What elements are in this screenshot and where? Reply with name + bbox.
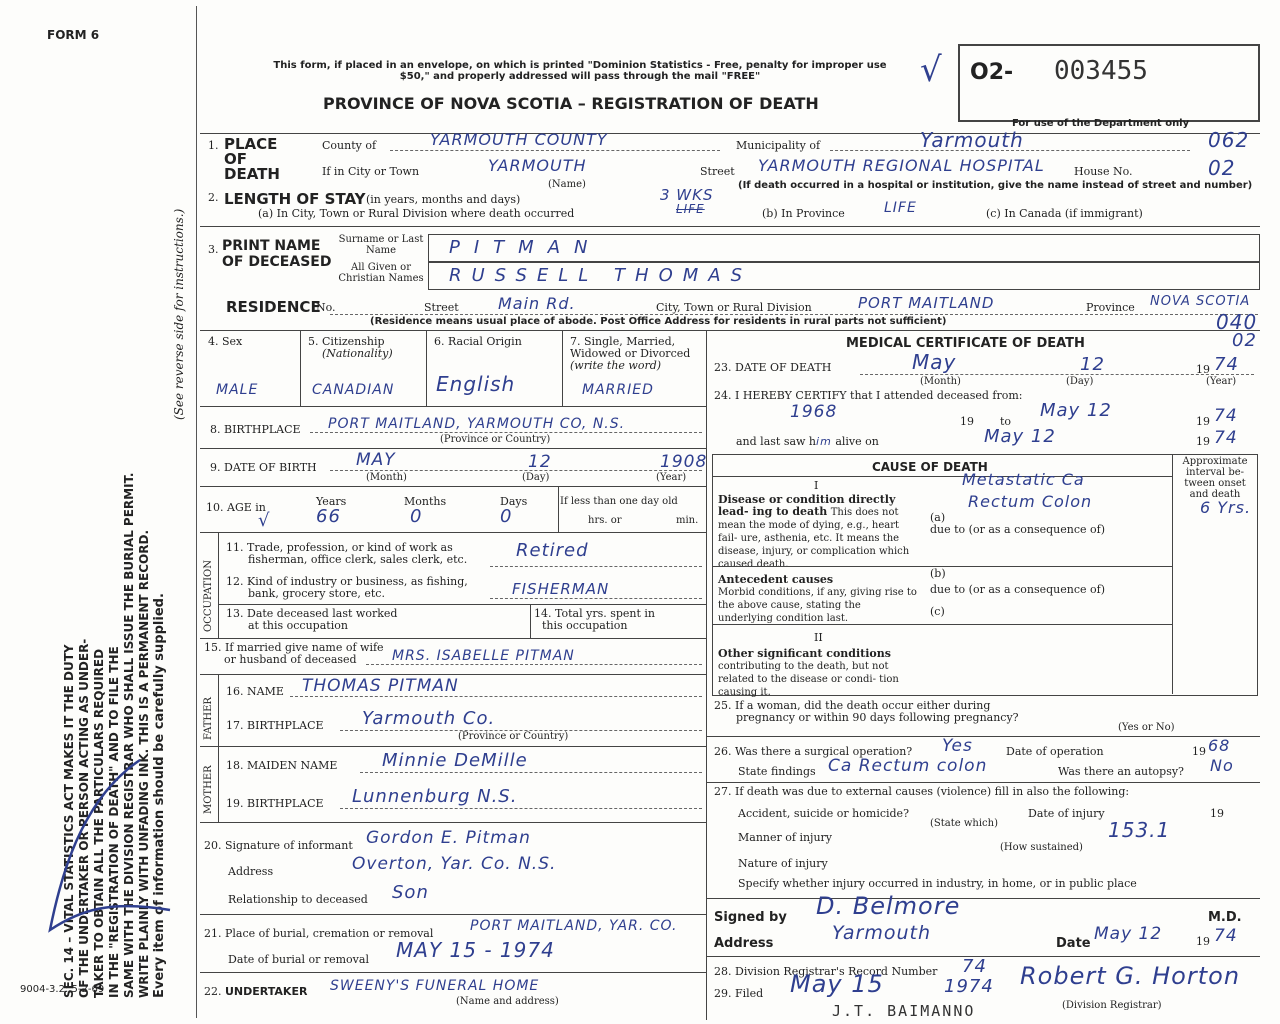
cause-a-label: (a)	[930, 511, 946, 524]
last-saw-label: and last saw him alive on	[736, 435, 879, 448]
given-names-value: RUSSELL THOMAS	[449, 265, 753, 286]
item-12-label: 12. Kind of industry or business, as fishing, bank, grocery store, etc.	[226, 575, 468, 600]
registration-prefix: O2-	[970, 60, 1014, 85]
item-26-label: 26. Was there a surgical operation?	[714, 745, 913, 758]
form-left-border	[196, 6, 197, 1018]
age-hrs-label: hrs. or	[588, 515, 622, 526]
page-title: PROVINCE OF NOVA SCOTIA – REGISTRATION OF DEATH	[323, 94, 819, 113]
street-value: YARMOUTH REGIONAL HOSPITAL	[758, 156, 1045, 175]
physician-address-value: Yarmouth	[832, 922, 931, 944]
attended-to-value: May 12	[1040, 400, 1112, 421]
undertaker-caption: (Name and address)	[456, 996, 559, 1007]
item-23-label: 23. DATE OF DEATH	[714, 361, 832, 374]
burial-date-value: MAY 15 - 1974	[396, 938, 555, 962]
item-7-label: 7. Single, Married, Widowed or Divorced (write the word)	[570, 335, 691, 372]
attended-to-prefix: 19	[1196, 415, 1210, 428]
length-of-stay-label: LENGTH OF STAY	[224, 190, 366, 208]
death-year-caption: (Year)	[1206, 376, 1237, 387]
signed-date-year: 74	[1214, 926, 1238, 946]
item-25-label: 25. If a woman, did the death occur either during pregnancy or within 90 days following pregnancy?	[714, 699, 1019, 724]
item-27-label: 27. If death was due to external causes (violence) fill in also the following:	[714, 785, 1130, 798]
death-year-prefix: 19	[1196, 363, 1210, 376]
cause-a-value-1: Metastatic Ca	[962, 470, 1085, 489]
registrar-caption: (Division Registrar)	[1062, 1000, 1162, 1011]
municipality-code: 062	[1208, 128, 1250, 152]
age-years-label: Years	[316, 495, 347, 508]
age-months-value: 0	[410, 506, 423, 527]
stay-province-label: (b) In Province	[762, 207, 845, 220]
cause-b-label: (b)	[930, 567, 946, 580]
accident-label: Accident, suicide or homicide?	[738, 807, 909, 820]
cause-c-label: (c)	[930, 605, 945, 618]
age-months-label: Months	[404, 495, 447, 508]
item-25-caption: (Yes or No)	[1118, 722, 1175, 733]
operation-date-label: Date of operation	[1006, 745, 1104, 758]
operation-date-prefix: 19	[1192, 745, 1206, 758]
death-day-caption: (Day)	[1066, 376, 1094, 387]
industry-value: FISHERMAN	[512, 580, 610, 598]
item-16-label: 16. NAME	[226, 685, 284, 698]
mother-maiden-value: Minnie DeMille	[382, 750, 528, 771]
due-to-label-2: due to (or as a consequence of)	[930, 583, 1105, 596]
surgery-value: Yes	[942, 736, 973, 756]
municipality-value: Yarmouth	[920, 128, 1024, 152]
form-number: FORM 6	[47, 28, 100, 42]
item-4-number: 4. Sex	[208, 335, 243, 348]
street-code: 02	[1208, 156, 1236, 180]
side-line-6: WRITE PLAINLY WITH UNFADING INK. THIS IS A PERMANENT RECORD.	[137, 530, 151, 998]
age-days-label: Days	[500, 495, 528, 508]
registrar-stamp: J.T. BAIMANNO	[832, 1002, 976, 1020]
birth-day-caption: (Day)	[522, 472, 550, 483]
county-label: County of	[322, 139, 377, 152]
birth-month-value: MAY	[356, 450, 396, 470]
autopsy-label: Was there an autopsy?	[1058, 765, 1184, 778]
injury-date-label: Date of injury	[1028, 807, 1105, 820]
residence-label: RESIDENCE	[226, 298, 321, 316]
how-sustained-caption: (How sustained)	[1000, 842, 1083, 853]
last-saw-prefix: 19	[1196, 435, 1210, 448]
item-1-number: 1.	[208, 139, 219, 152]
findings-value: Ca Rectum colon	[828, 756, 988, 776]
item-18-label: 18. MAIDEN NAME	[226, 759, 338, 772]
physician-address-label: Address	[714, 936, 774, 951]
direct-cause-description: Disease or condition directly lead- ing to death This does not mean the mode of dying, e.g., heart fail- ure, asthenia, etc. It means the disease, injury, or complication which caused death.	[718, 493, 910, 570]
death-month-value: May	[912, 350, 957, 374]
item-28-label: 28. Division Registrar's Record Number	[714, 965, 938, 978]
signed-date-value: May 12	[1094, 924, 1163, 944]
mother-birthplace-value: Lunnenburg N.S.	[352, 786, 518, 807]
part-two-label: II	[814, 631, 823, 644]
given-names-label: All Given or Christian Names	[338, 262, 424, 284]
stay-city-struck: LIFE	[676, 202, 705, 216]
last-saw-year: 74	[1214, 428, 1238, 448]
md-label: M.D.	[1208, 910, 1242, 925]
item-29-label: 29. Filed	[714, 987, 764, 1000]
attended-from-value: 1968	[790, 402, 838, 422]
reverse-side-note: (See reverse side for instructions.)	[172, 208, 186, 420]
handwritten-mark-icon	[20, 740, 190, 960]
medical-certificate-heading: MEDICAL CERTIFICATE OF DEATH	[846, 336, 1085, 351]
department-use-label: For use of the Department only	[1012, 118, 1190, 129]
city-name-caption: (Name)	[548, 179, 586, 190]
age-days-value: 0	[500, 506, 513, 527]
birthplace-caption: (Province or Country)	[440, 434, 551, 445]
residence-province-label: Province	[1086, 301, 1135, 314]
signed-date-prefix: 19	[1196, 935, 1210, 948]
print-code: 9004-3.2: 5-2-69	[20, 984, 105, 995]
print-name-label: PRINT NAME OF DECEASED	[222, 238, 332, 270]
county-value: YARMOUTH COUNTY	[430, 130, 608, 149]
attended-from-prefix: 19	[960, 415, 974, 428]
birth-day-value: 12	[528, 452, 552, 472]
burial-place-value: PORT MAITLAND, YAR. CO.	[470, 918, 678, 934]
racial-origin-value: English	[436, 372, 516, 396]
birth-month-caption: (Month)	[366, 472, 407, 483]
findings-label: State findings	[738, 765, 816, 778]
residence-no-label: No.	[316, 301, 336, 314]
cause-a-interval: 6 Yrs.	[1200, 498, 1252, 517]
informant-address-value: Overton, Yar. Co. N.S.	[352, 854, 557, 874]
filed-date-value: May 15	[790, 970, 884, 998]
attended-to-label: to	[1000, 415, 1012, 428]
mail-notice: This form, if placed in an envelope, on which is printed "Dominion Statistics - Free, penalty for improper use $50," and properly addressed will pass through the mail "FREE"	[273, 60, 887, 82]
item-8-label: 8. BIRTHPLACE	[210, 423, 301, 436]
other-conditions-description: Other significant conditions contributing to the death, but not related to the disease or condi- tion causing it.	[718, 647, 899, 698]
side-line-5: SAME WITH THE DIVISION REGISTRAR WHO SHALL ISSUE THE BURIAL PERMIT.	[122, 472, 136, 998]
occupation-side-label: OCCUPATION	[203, 560, 214, 632]
place-of-death-label: PLACE OF DEATH	[224, 135, 280, 183]
attended-to-year: 74	[1214, 406, 1238, 426]
city-value: YARMOUTH	[488, 156, 587, 175]
item-2-number: 2.	[208, 191, 219, 204]
street-label: Street	[700, 165, 735, 178]
death-month-caption: (Month)	[920, 376, 961, 387]
spouse-value: MRS. ISABELLE PITMAN	[392, 648, 575, 664]
record-number-value: 74	[962, 956, 987, 977]
residence-street-value: Main Rd.	[498, 294, 576, 313]
specify-label: Specify whether injury occurred in industry, in home, or in public place	[738, 877, 1137, 890]
age-check: √	[258, 510, 271, 531]
side-line-7: Every item of information should be carefully supplied.	[152, 593, 167, 998]
item-22-label: 22. UNDERTAKER	[204, 985, 308, 998]
stay-canada-label: (c) In Canada (if immigrant)	[986, 207, 1143, 220]
occupation-value: Retired	[516, 540, 589, 561]
item-24-label: 24. I HEREBY CERTIFY that I attended deceased from:	[714, 389, 1023, 402]
residence-street-label: Street	[424, 301, 459, 314]
part-one-label: I	[814, 479, 819, 492]
residence-province-value: NOVA SCOTIA	[1150, 294, 1251, 309]
burial-date-label: Date of burial or removal	[228, 953, 369, 966]
due-to-label-1: due to (or as a consequence of)	[930, 523, 1105, 536]
birth-year-value: 1908	[660, 452, 708, 472]
item-15-label: 15. If married give name of wife or husband of deceased	[204, 641, 384, 666]
death-year-value: 74	[1214, 354, 1239, 375]
state-which-caption: (State which)	[930, 818, 998, 829]
city-label: If in City or Town	[322, 165, 420, 178]
registration-number: 003455	[1054, 56, 1148, 86]
item-20-label: 20. Signature of informant	[204, 839, 353, 852]
stay-city-label: (a) In City, Town or Rural Division where death occurred	[258, 207, 575, 220]
municipality-label: Municipality of	[736, 139, 821, 152]
age-less-label: If less than one day old	[560, 496, 678, 507]
side-line-1: SEC. 14 – VITAL STATISTICS ACT MAKES IT THE DUTY	[62, 644, 76, 998]
birth-year-caption: (Year)	[656, 472, 687, 483]
father-side-label: FATHER	[203, 697, 214, 740]
length-of-stay-sub: (in years, months and days)	[366, 193, 521, 206]
age-min-label: min.	[676, 515, 699, 526]
marital-status-value: MARRIED	[582, 382, 654, 398]
informant-signature: Gordon E. Pitman	[366, 828, 531, 848]
manner-value: 153.1	[1108, 818, 1171, 842]
operation-date-value: 68	[1208, 736, 1231, 755]
birthplace-value: PORT MAITLAND, YARMOUTH CO, N.S.	[328, 416, 626, 432]
antecedent-description: Antecedent causes Morbid conditions, if any, giving rise to the above cause, stating the underlying condition last.	[718, 573, 917, 624]
father-name-value: THOMAS PITMAN	[302, 676, 459, 696]
signed-date-label: Date	[1056, 936, 1091, 951]
stay-city-value: 3 WKS	[660, 186, 714, 204]
residence-city-value: PORT MAITLAND	[858, 294, 995, 312]
item-9-label: 9. DATE OF BIRTH	[210, 461, 317, 474]
item-6-label: 6. Racial Origin	[434, 335, 522, 348]
item-19-label: 19. BIRTHPLACE	[226, 797, 324, 810]
cause-of-death-heading: CAUSE OF DEATH	[872, 460, 988, 474]
check-mark: √	[920, 50, 943, 90]
father-birthplace-caption: (Province or Country)	[458, 731, 569, 742]
informant-address-label: Address	[228, 865, 274, 878]
house-number-label: House No.	[1074, 165, 1133, 178]
item-21-label: 21. Place of burial, cremation or removal	[204, 927, 434, 940]
citizenship-value: CANADIAN	[312, 382, 395, 398]
side-line-4: IN THE "REGISTRATION OF DEATH" AND TO FILE THE	[107, 646, 121, 998]
surname-value: PITMAN	[449, 237, 602, 258]
surname-label: Surname or Last Name	[338, 234, 424, 256]
relationship-label: Relationship to deceased	[228, 893, 368, 906]
stay-province-value: LIFE	[884, 200, 917, 216]
given-names-field	[428, 262, 1260, 290]
filed-year-value: 1974	[944, 976, 994, 997]
item-17-label: 17. BIRTHPLACE	[226, 719, 324, 732]
hospital-note: (If death occurred in a hospital or institution, give the name instead of street and number)	[738, 180, 1253, 191]
mother-side-label: MOTHER	[203, 765, 214, 814]
item-11-label: 11. Trade, profession, or kind of work as fisherman, office clerk, sales clerk, etc.	[226, 541, 468, 566]
physician-signature: D. Belmore	[816, 892, 961, 920]
sex-value: MALE	[216, 382, 259, 398]
last-saw-value: May 12	[984, 426, 1056, 447]
item-14-label: 14. Total yrs. spent in this occupation	[534, 607, 656, 632]
item-13-label: 13. Date deceased last worked at this occupation	[226, 607, 398, 632]
injury-date-prefix: 19	[1210, 807, 1224, 820]
manner-label: Manner of injury	[738, 831, 833, 844]
item-3-number: 3.	[208, 243, 219, 256]
residence-note: (Residence means usual place of abode. Post Office Address for residents in rural parts not sufficient)	[370, 316, 947, 327]
cause-a-value-2: Rectum Colon	[968, 492, 1093, 511]
residence-city-label: City, Town or Rural Division	[656, 301, 812, 314]
death-day-value: 12	[1080, 354, 1105, 375]
side-line-2: OF THE UNDERTAKER OR PERSON ACTING AS UNDER-	[77, 638, 91, 998]
sex-label: Sex	[222, 335, 243, 348]
autopsy-value: No	[1210, 756, 1234, 775]
father-birthplace-value: Yarmouth Co.	[362, 708, 496, 729]
side-line-3: TAKER TO OBTAIN ALL THE PARTICULARS REQUIRED	[92, 648, 106, 998]
signed-by-label: Signed by	[714, 910, 787, 925]
nature-label: Nature of injury	[738, 857, 828, 870]
registrar-signature: Robert G. Horton	[1020, 962, 1241, 990]
interval-header: Approximate interval be- tween onset and death	[1182, 456, 1248, 500]
registration-number-box	[958, 44, 1260, 122]
residence-code: 040	[1216, 310, 1258, 334]
undertaker-value: SWEENY'S FUNERAL HOME	[330, 978, 540, 994]
item-10-label: 10. AGE in	[206, 501, 266, 514]
item-5-label: 5. Citizenship (Nationality)	[308, 335, 393, 360]
age-years-value: 66	[316, 506, 341, 527]
residence-code-2: 02	[1232, 330, 1257, 351]
surname-field	[428, 234, 1260, 262]
relationship-value: Son	[392, 882, 429, 903]
